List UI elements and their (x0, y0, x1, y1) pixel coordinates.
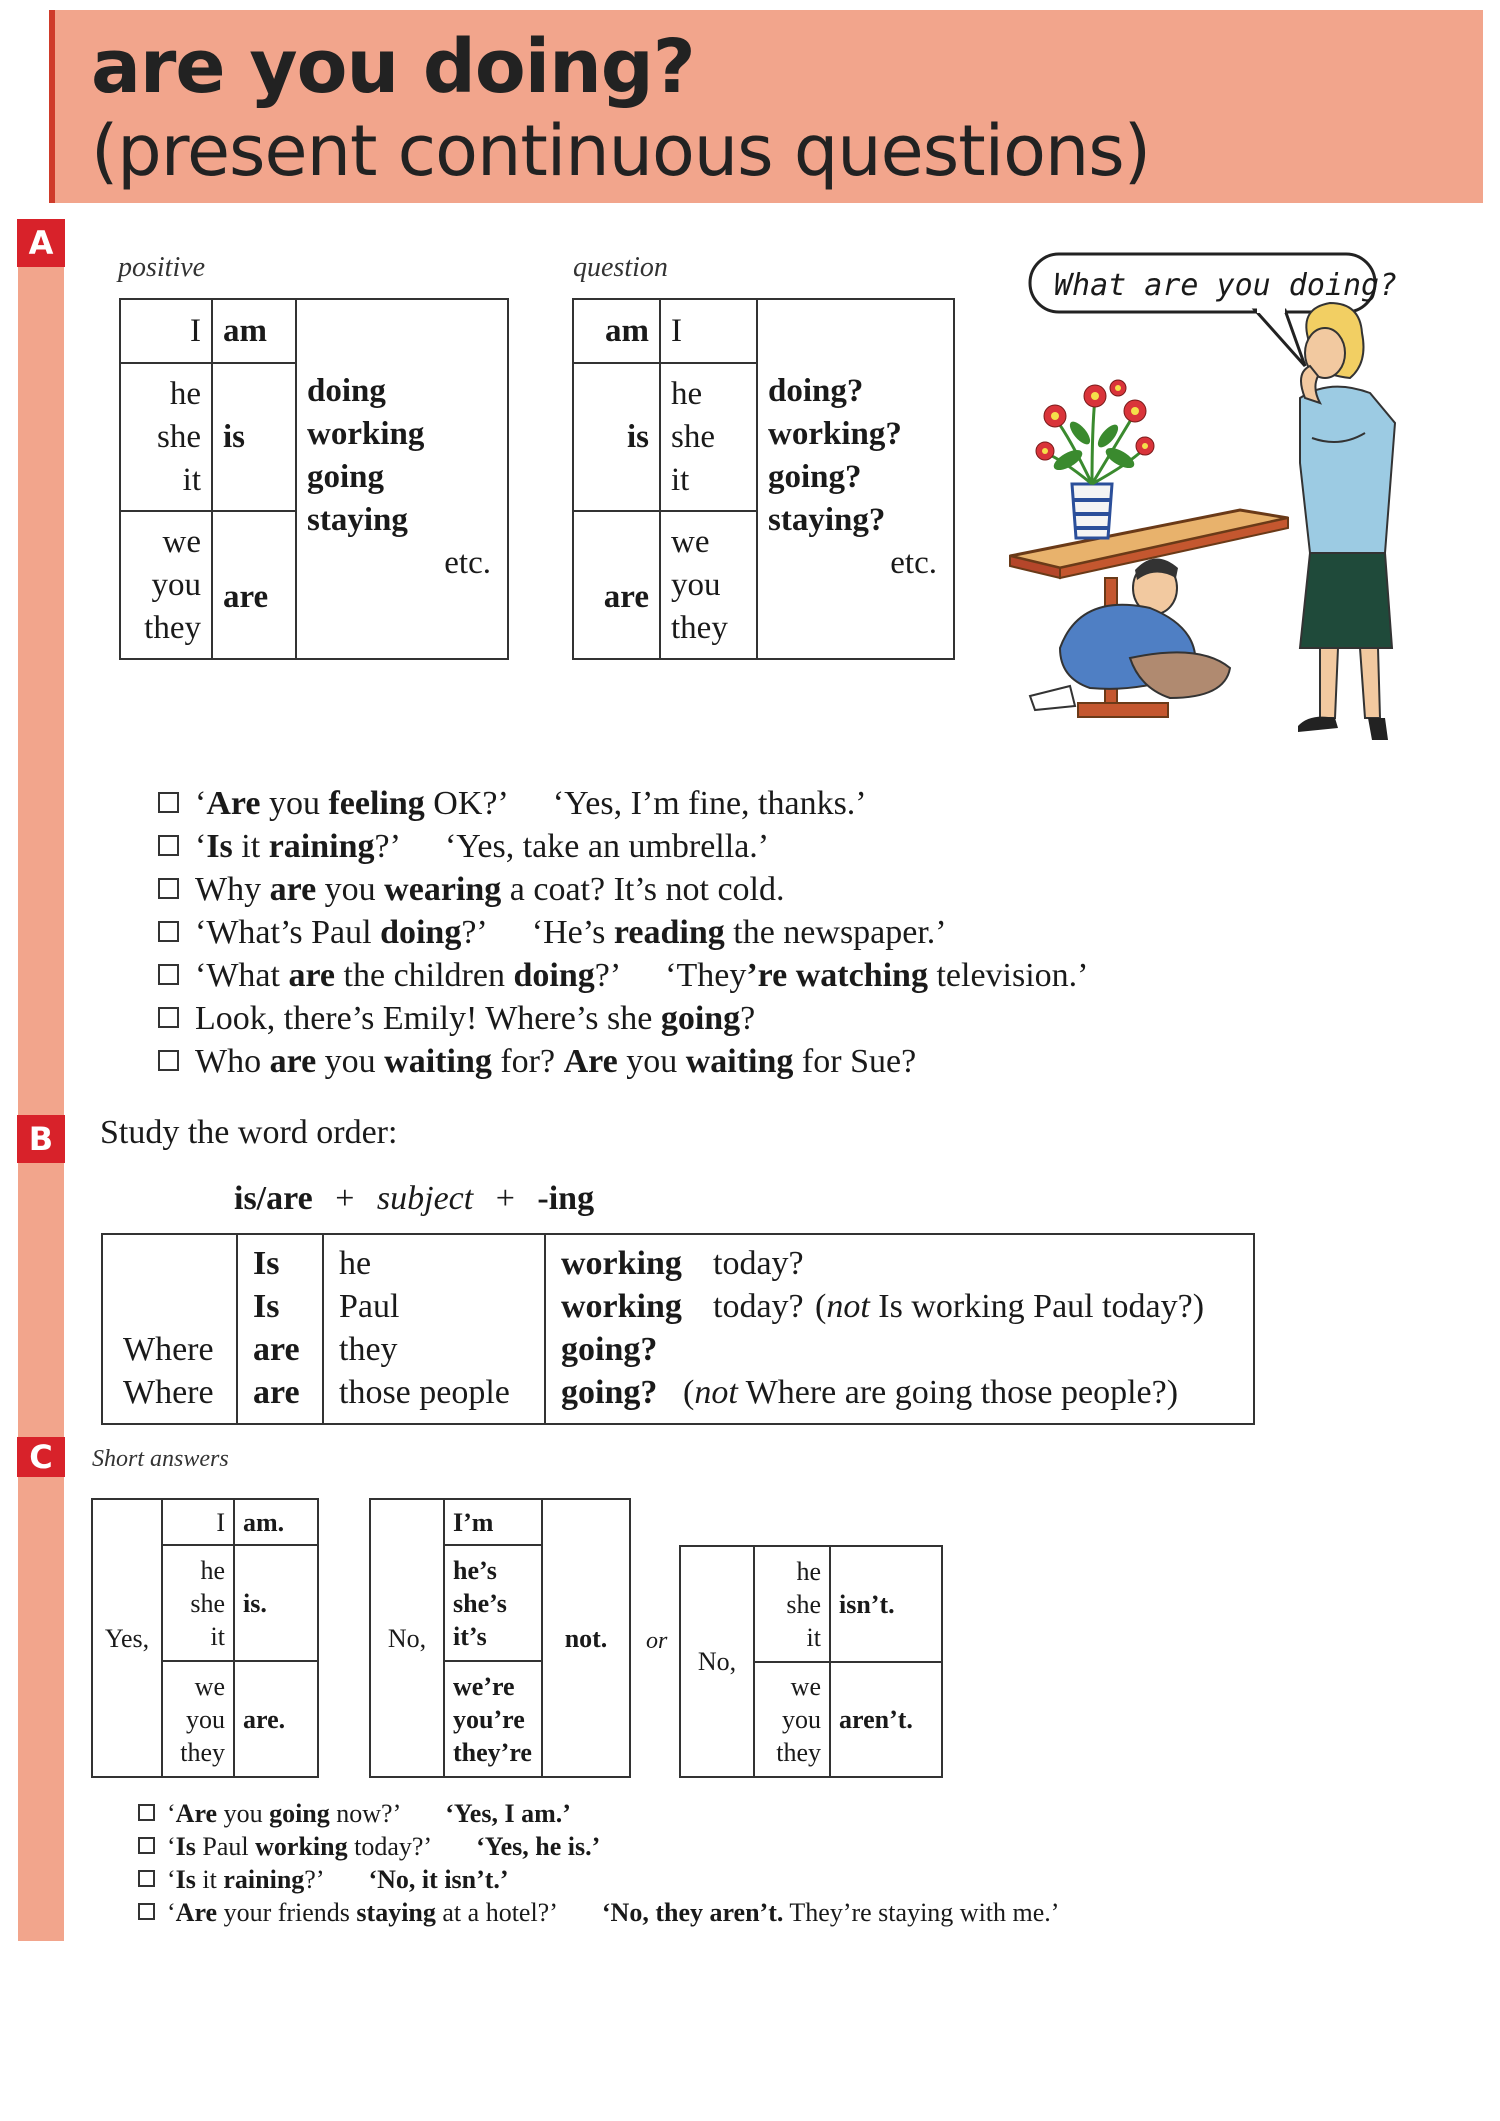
sa-no: No, (370, 1499, 444, 1777)
example-question-run: ‘ (195, 828, 207, 865)
question-caption: question (573, 252, 668, 283)
sa-no2-we: we (790, 1672, 821, 1701)
checkbox-icon (158, 964, 179, 985)
example-question-run: ‘What’s Paul (195, 914, 381, 951)
q-subj-i: I (660, 299, 757, 363)
example-question-run: for Sue? (793, 1043, 917, 1080)
word-order-subject: those people (339, 1374, 510, 1411)
q-verb-are: are (573, 511, 660, 659)
word-order-rows (103, 1245, 1253, 1417)
example-sentence (138, 1863, 1059, 1896)
woman-top (1300, 387, 1395, 553)
sa-no-youre: you’re (453, 1704, 525, 1734)
example-question-run: are (269, 871, 317, 908)
q-ing-1: working? (768, 416, 902, 452)
example-question-run: staying (356, 1898, 436, 1927)
pos-etc: etc. (444, 545, 491, 581)
example-question-run: OK?’ (424, 785, 509, 822)
pos-ing-2: going (307, 459, 385, 495)
pos-verb-are: are (212, 511, 296, 659)
q-etc: etc. (890, 545, 937, 581)
q-subj-he: he (671, 375, 703, 412)
pos-subj-they: they (144, 609, 201, 646)
checkbox-icon (158, 921, 179, 942)
example-answer-run: ‘Yes, I am.’ (445, 1799, 571, 1828)
example-question-run: ?’ (461, 914, 488, 951)
example-question-run: are (288, 957, 336, 994)
example-question-run: you (316, 1043, 385, 1080)
pos-ing-0: doing (307, 373, 386, 409)
positive-table (119, 298, 509, 660)
checkbox-icon (158, 878, 179, 899)
example-question-run: ?’ (374, 828, 401, 865)
example-question-run: for? (491, 1043, 564, 1080)
positive-caption: positive (118, 252, 206, 283)
word-order-row (103, 1245, 1253, 1288)
sa-yes-it: it (210, 1621, 225, 1651)
example-question-run: Are (175, 1898, 218, 1927)
pos-ing-3: staying (307, 502, 408, 538)
sa-yes-he: he (200, 1555, 225, 1585)
example-question-run: waiting (685, 1043, 794, 1080)
q-ing-2: going? (768, 459, 862, 495)
question-table (572, 298, 955, 660)
sa-no2: No, (680, 1546, 754, 1777)
example-sentence (138, 1797, 1059, 1830)
example-question-run: ?’ (594, 957, 622, 994)
short-answer-negative-table (679, 1545, 943, 1778)
sa-no-shes: she’s (453, 1588, 507, 1618)
example-question-run: ‘ (167, 1832, 176, 1861)
example-answer-run: reading (613, 914, 725, 951)
sa-yes: Yes, (92, 1499, 162, 1777)
word-order-ing: going? (561, 1331, 658, 1368)
word-order-note: (not Where are going those people?) (683, 1374, 1179, 1411)
example-sentence (138, 1830, 1059, 1863)
pos-ing-cell (296, 299, 508, 659)
checkbox-icon (138, 1903, 155, 1920)
sa-yes-i: I (162, 1499, 234, 1545)
word-order-intro: Study the word order: (100, 1114, 398, 1151)
example-question-run: it (232, 828, 269, 865)
formula-isare: is/are (234, 1180, 313, 1217)
example-question-run: doing (380, 914, 462, 951)
example-question-run: you (260, 785, 329, 822)
checkbox-icon (158, 792, 179, 813)
sa-yes-am: am. (234, 1499, 318, 1545)
example-question-run: you (217, 1799, 270, 1828)
word-order-row (103, 1331, 1253, 1374)
or-label: or (646, 1628, 668, 1654)
example-answer-run: television.’ (927, 957, 1089, 994)
sa-arent: aren’t. (830, 1662, 942, 1777)
example-answer-run: ‘He’s (531, 914, 614, 951)
example-question-run: wearing (384, 871, 502, 908)
pos-subj-she: she (157, 418, 201, 455)
formula-plus-2: + (495, 1180, 515, 1217)
word-order-rest: today? (713, 1245, 804, 1282)
example-question-run: the children (335, 957, 514, 994)
illustration-svg (1000, 248, 1445, 748)
example-question-run: ‘ (167, 1898, 176, 1927)
example-sentence (158, 868, 1089, 911)
example-question-run: you (316, 871, 385, 908)
sa-not: not. (542, 1499, 630, 1777)
example-sentence (158, 1040, 1089, 1083)
pos-subj-we: we (162, 523, 201, 560)
example-answer-run: the newspaper.’ (724, 914, 947, 951)
q-subj-she: she (671, 418, 715, 455)
example-question-run: a coat? It’s not cold. (501, 871, 785, 908)
word-order-formula (234, 1180, 594, 1218)
example-question-run: ?’ (304, 1865, 325, 1894)
q-subj-it: it (671, 461, 690, 498)
word-order-ing: going? (561, 1374, 658, 1411)
section-label-c: C (17, 1437, 65, 1477)
example-question-run: ‘What (195, 957, 289, 994)
q-ing-3: staying? (768, 502, 886, 538)
word-order-row (103, 1288, 1253, 1331)
example-question-run: ‘ (195, 785, 207, 822)
word-order-wh: Where (123, 1374, 214, 1411)
word-order-note-text: Where are going those people?) (737, 1374, 1179, 1411)
sa-no-hes: he’s (453, 1555, 497, 1585)
sa-no-its: it’s (453, 1621, 487, 1651)
checkbox-icon (138, 1804, 155, 1821)
pos-subj-you: you (151, 566, 201, 603)
speech-bubble-tail (1255, 310, 1305, 366)
illustration (1000, 248, 1445, 748)
example-answer-run: ‘They (665, 957, 747, 994)
checkbox-icon (158, 1050, 179, 1071)
sa-no2-you: you (782, 1705, 821, 1734)
example-question-run: Are (563, 1043, 618, 1080)
example-sentence (158, 782, 1089, 825)
example-question-run: now?’ (329, 1799, 402, 1828)
page-subtitle: (present continuous questions) (91, 110, 1151, 192)
example-question-run: are (269, 1043, 317, 1080)
example-question-run: ‘ (167, 1865, 176, 1894)
example-question-run: ? (740, 1000, 756, 1037)
example-question-run: Are (206, 785, 261, 822)
word-order-wh: Where (123, 1331, 214, 1368)
word-order-verb: Is (253, 1288, 280, 1325)
word-order-note: (not Is working Paul today?) (815, 1288, 1205, 1325)
short-answers-caption: Short answers (92, 1446, 229, 1472)
example-answer-run: They’re staying with me.’ (783, 1898, 1060, 1927)
word-order-note-not: not (694, 1374, 738, 1411)
q-subj-they: they (671, 609, 728, 646)
section-sidebar (18, 221, 64, 1941)
pos-verb-is: is (212, 363, 296, 511)
example-question-run: Paul (195, 1832, 256, 1861)
example-question-run: working (255, 1832, 348, 1861)
page-title: are you doing? (91, 24, 695, 110)
example-sentence (158, 825, 1089, 868)
word-order-verb: Is (253, 1245, 280, 1282)
sa-yes-you: you (186, 1704, 225, 1734)
woman-shoes (1298, 717, 1388, 740)
example-question-run: you (617, 1043, 686, 1080)
checkbox-icon (138, 1870, 155, 1887)
example-question-run: your friends (217, 1898, 357, 1927)
word-order-subject: they (339, 1331, 398, 1368)
sa-no-were: we’re (453, 1671, 515, 1701)
example-question-run: today?’ (347, 1832, 433, 1861)
examples-c (138, 1797, 1059, 1929)
word-order-subject: he (339, 1245, 372, 1282)
example-question-run: Who (195, 1043, 270, 1080)
example-answer-run: ‘Yes, he is.’ (476, 1832, 601, 1861)
word-order-ing: working (561, 1245, 682, 1282)
example-sentence (158, 911, 1089, 954)
examples-a (158, 782, 1089, 1083)
sa-yes-she: she (190, 1588, 225, 1618)
example-question-run: raining (268, 828, 375, 865)
pos-ing-1: working (307, 416, 425, 452)
sa-no2-she: she (786, 1589, 821, 1619)
short-answer-no-table (369, 1498, 631, 1778)
q-subj-you: you (671, 566, 721, 603)
example-question-run: Look, there’s Emily! Where’s she (195, 1000, 661, 1037)
example-question-run: ‘ (167, 1799, 176, 1828)
example-question-run: Why (195, 871, 270, 908)
sa-no2-they: they (776, 1738, 821, 1767)
q-subj-we: we (671, 523, 710, 560)
word-order-note-not: not (826, 1288, 870, 1325)
section-label-a: A (17, 219, 65, 267)
example-question-run: doing (513, 957, 595, 994)
example-question-run: Is (175, 1865, 196, 1894)
word-order-ing: working (561, 1288, 682, 1325)
q-verb-am: am (573, 299, 660, 363)
woman-skirt (1300, 553, 1392, 648)
example-question-run: waiting (384, 1043, 492, 1080)
sa-yes-are: are. (234, 1661, 318, 1777)
short-answer-yes-table (91, 1498, 319, 1778)
example-answer-run: ’re watching (746, 957, 928, 994)
checkbox-icon (158, 835, 179, 856)
word-order-note-text: Is working Paul today?) (869, 1288, 1205, 1325)
example-question-run: going (269, 1799, 330, 1828)
formula-ing: -ing (537, 1180, 595, 1217)
sa-yes-they: they (180, 1737, 225, 1767)
word-order-verb: are (253, 1374, 300, 1411)
word-order-row (103, 1374, 1253, 1417)
man-shoe (1030, 686, 1075, 710)
pos-subj-he: he (169, 375, 201, 412)
sa-isnt: isn’t. (830, 1546, 942, 1662)
q-ing-cell (757, 299, 954, 659)
checkbox-icon (138, 1837, 155, 1854)
example-answer-run: ‘Yes, take an umbrella.’ (444, 828, 770, 865)
example-sentence (138, 1896, 1059, 1929)
q-ing-0: doing? (768, 373, 864, 409)
formula-plus-1: + (335, 1180, 355, 1217)
sa-no2-it: it (806, 1622, 821, 1652)
example-question-run: feeling (328, 785, 425, 822)
example-sentence (158, 997, 1089, 1040)
sa-no-theyre: they’re (453, 1737, 532, 1767)
example-answer-run: ‘No, they aren’t. (601, 1898, 784, 1927)
example-answer-run: ‘Yes, I’m fine, thanks.’ (552, 785, 867, 822)
pos-verb-am: am (212, 299, 296, 363)
example-question-run: it (195, 1865, 224, 1894)
example-question-run: raining (223, 1865, 305, 1894)
example-answer-run: ‘No, it isn’t.’ (368, 1865, 509, 1894)
sa-no2-he: he (796, 1556, 821, 1586)
word-order-rest: today? (713, 1288, 804, 1325)
speech-bubble-text: What are you doing? (1054, 268, 1398, 303)
word-order-subject: Paul (339, 1288, 400, 1325)
sa-yes-is: is. (234, 1545, 318, 1661)
section-label-b: B (17, 1115, 65, 1163)
pos-subj-it: it (182, 461, 201, 498)
example-question-run: going (660, 1000, 741, 1037)
example-question-run: Is (206, 828, 233, 865)
checkbox-icon (158, 1007, 179, 1028)
example-sentence (158, 954, 1089, 997)
sa-no-im: I’m (444, 1499, 542, 1545)
word-order-table (101, 1233, 1255, 1425)
example-question-run: Is (175, 1832, 196, 1861)
example-question-run: Are (175, 1799, 218, 1828)
sa-yes-we: we (194, 1671, 225, 1701)
q-verb-is: is (573, 363, 660, 511)
formula-subject: subject (376, 1180, 474, 1217)
page-header (49, 10, 1483, 203)
pos-subj-i: I (120, 299, 212, 363)
word-order-verb: are (253, 1331, 300, 1368)
example-question-run: at a hotel?’ (435, 1898, 558, 1927)
